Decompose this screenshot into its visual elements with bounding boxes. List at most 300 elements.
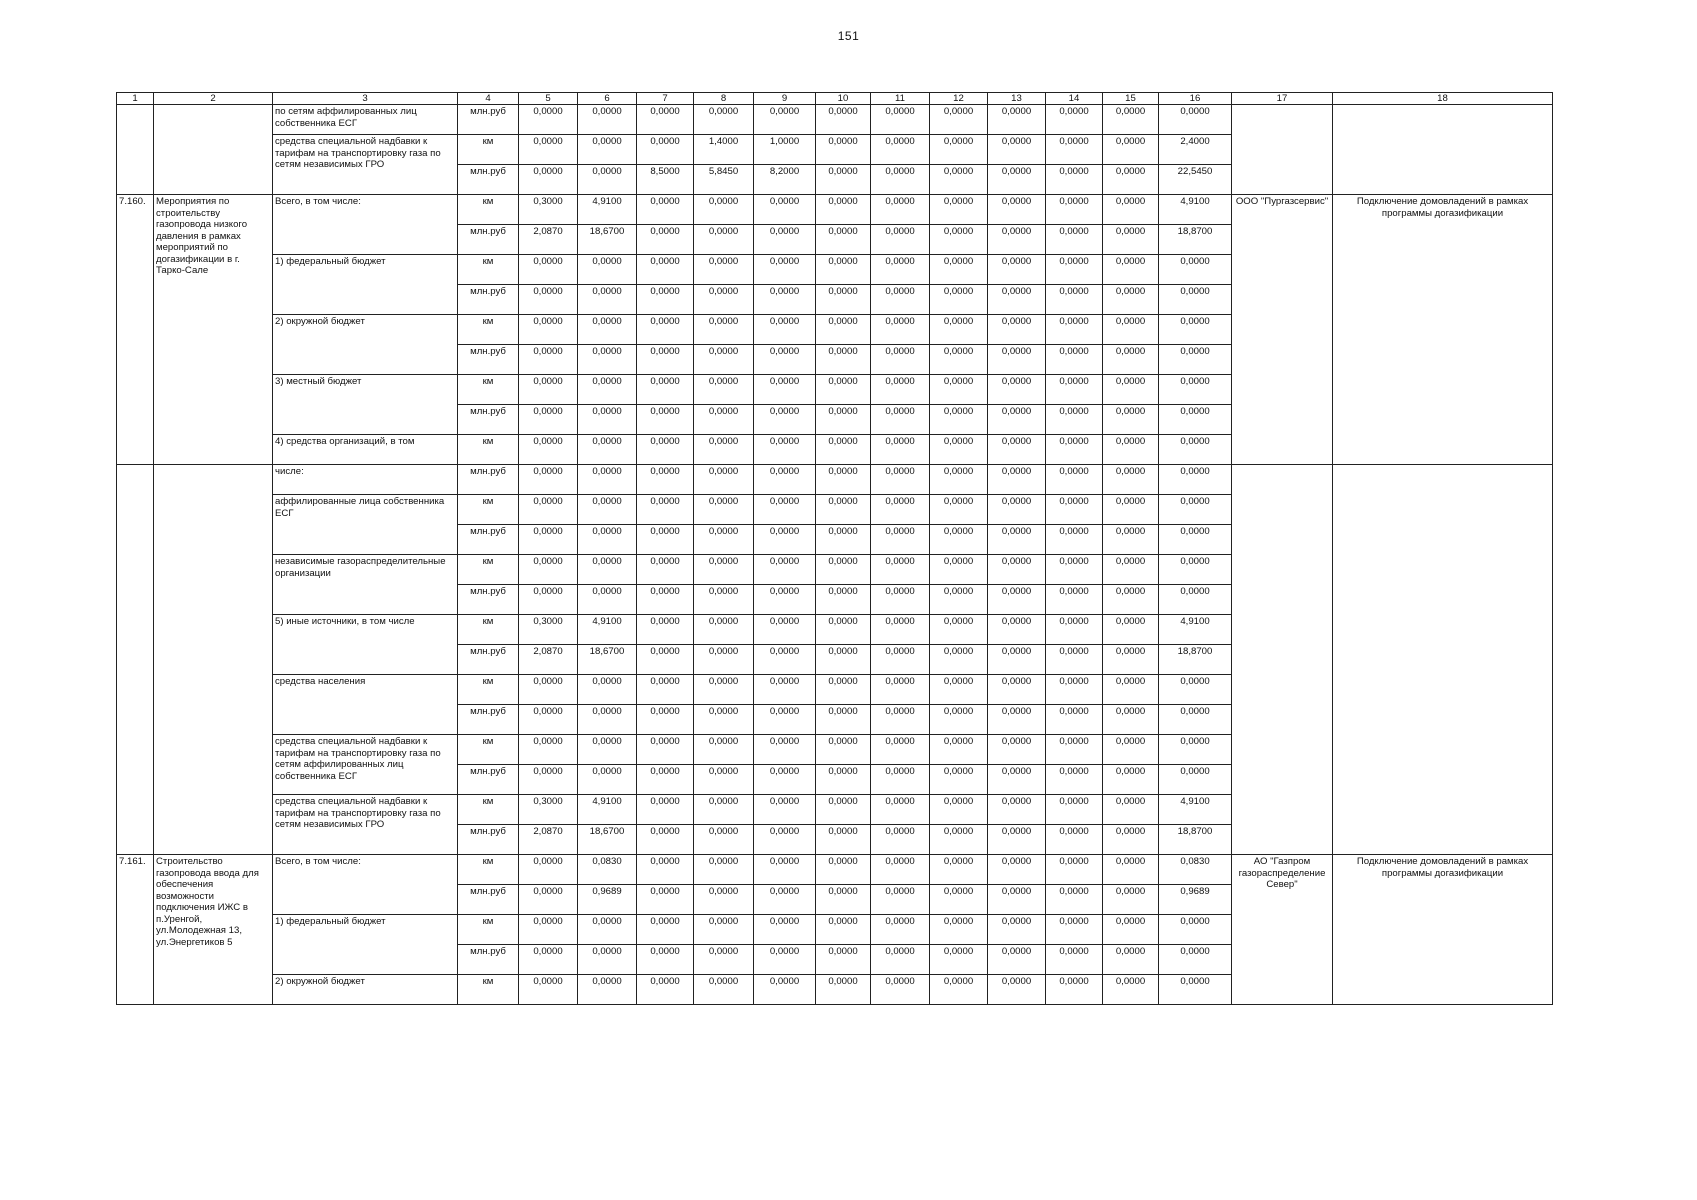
- value-cell: 0,0000: [930, 225, 988, 255]
- funding-source: Всего, в том числе:: [273, 195, 458, 255]
- value-cell: 0,0000: [871, 705, 930, 735]
- executor-cell: [1232, 105, 1333, 195]
- value-cell: 0,0000: [578, 525, 637, 555]
- unit-cell: км: [458, 375, 519, 405]
- value-cell: 0,0000: [1046, 615, 1103, 645]
- unit-cell: км: [458, 735, 519, 765]
- value-cell: 0,0000: [1159, 705, 1232, 735]
- value-cell: 0,0000: [930, 675, 988, 705]
- value-cell: 0,0000: [1103, 195, 1159, 225]
- value-cell: 0,0000: [816, 255, 871, 285]
- value-cell: 0,0000: [871, 855, 930, 885]
- purpose-cell: Подключение домовладений в рамках программы догазификации: [1333, 855, 1553, 1005]
- value-cell: 0,0000: [930, 855, 988, 885]
- value-cell: 0,3000: [519, 795, 578, 825]
- value-cell: 0,0000: [988, 135, 1046, 165]
- value-cell: 0,0000: [694, 705, 754, 735]
- unit-cell: км: [458, 555, 519, 585]
- value-cell: 8,2000: [754, 165, 816, 195]
- funding-source: средства населения: [273, 675, 458, 735]
- value-cell: 0,0000: [1103, 765, 1159, 795]
- value-cell: 0,0000: [988, 165, 1046, 195]
- value-cell: 0,0000: [519, 405, 578, 435]
- value-cell: 0,0000: [694, 345, 754, 375]
- value-cell: 0,0000: [871, 765, 930, 795]
- value-cell: 0,0000: [754, 585, 816, 615]
- value-cell: 0,0000: [816, 315, 871, 345]
- value-cell: 0,0000: [754, 615, 816, 645]
- value-cell: 0,0000: [637, 285, 694, 315]
- value-cell: 0,0000: [816, 345, 871, 375]
- value-cell: 0,0000: [1159, 315, 1232, 345]
- value-cell: 0,0000: [694, 285, 754, 315]
- value-cell: 0,0000: [1046, 975, 1103, 1005]
- value-cell: 0,0000: [694, 885, 754, 915]
- value-cell: 0,0000: [637, 795, 694, 825]
- value-cell: 8,5000: [637, 165, 694, 195]
- value-cell: 0,0000: [694, 945, 754, 975]
- value-cell: 0,0000: [519, 165, 578, 195]
- value-cell: 0,0000: [578, 555, 637, 585]
- value-cell: 0,0000: [816, 675, 871, 705]
- value-cell: 0,0000: [988, 795, 1046, 825]
- funding-source: средства специальной надбавки к тарифам на транспортировку газа по сетям аффилированных лиц собственника ЕСГ: [273, 735, 458, 795]
- value-cell: 0,0000: [871, 225, 930, 255]
- col-header: 10: [816, 93, 871, 105]
- value-cell: 0,0000: [871, 615, 930, 645]
- value-cell: 0,0000: [871, 645, 930, 675]
- value-cell: 0,0000: [930, 615, 988, 645]
- value-cell: 0,0000: [816, 855, 871, 885]
- value-cell: 0,0000: [1159, 465, 1232, 495]
- funding-source: по сетям аффилированных лиц собственника ЕСГ: [273, 105, 458, 135]
- item-name: [154, 465, 273, 855]
- value-cell: 0,0000: [1046, 495, 1103, 525]
- value-cell: 0,0000: [816, 765, 871, 795]
- value-cell: 0,0000: [816, 975, 871, 1005]
- value-cell: 0,0000: [1046, 315, 1103, 345]
- value-cell: 0,0000: [694, 735, 754, 765]
- col-header: 14: [1046, 93, 1103, 105]
- value-cell: 0,0000: [1103, 165, 1159, 195]
- value-cell: 0,0000: [694, 495, 754, 525]
- value-cell: 0,0000: [988, 405, 1046, 435]
- value-cell: 0,0000: [1046, 825, 1103, 855]
- unit-cell: км: [458, 615, 519, 645]
- unit-cell: млн.руб: [458, 345, 519, 375]
- value-cell: 0,0000: [1046, 885, 1103, 915]
- value-cell: 0,0000: [930, 105, 988, 135]
- value-cell: 0,0000: [816, 585, 871, 615]
- value-cell: 0,0000: [637, 465, 694, 495]
- value-cell: 0,0000: [816, 105, 871, 135]
- value-cell: 0,0000: [694, 315, 754, 345]
- value-cell: 0,0000: [871, 405, 930, 435]
- value-cell: 0,0000: [1103, 675, 1159, 705]
- value-cell: 0,0000: [754, 975, 816, 1005]
- value-cell: 0,0000: [637, 915, 694, 945]
- value-cell: 0,0000: [871, 315, 930, 345]
- value-cell: 0,0000: [871, 195, 930, 225]
- value-cell: 0,0000: [816, 885, 871, 915]
- value-cell: 4,9100: [578, 795, 637, 825]
- page-number: 151: [837, 29, 860, 43]
- value-cell: 0,0000: [578, 285, 637, 315]
- value-cell: 2,4000: [1159, 135, 1232, 165]
- value-cell: 0,0000: [871, 975, 930, 1005]
- value-cell: 0,0000: [637, 645, 694, 675]
- unit-cell: млн.руб: [458, 225, 519, 255]
- col-header: 4: [458, 93, 519, 105]
- value-cell: 0,0000: [930, 345, 988, 375]
- value-cell: 0,0000: [694, 825, 754, 855]
- value-cell: 0,0000: [930, 285, 988, 315]
- value-cell: 0,0000: [1046, 555, 1103, 585]
- value-cell: 0,0000: [1046, 915, 1103, 945]
- value-cell: 0,0000: [519, 945, 578, 975]
- unit-cell: км: [458, 855, 519, 885]
- value-cell: 2,0870: [519, 825, 578, 855]
- value-cell: 0,0000: [1046, 465, 1103, 495]
- value-cell: 0,0000: [871, 135, 930, 165]
- value-cell: 0,0000: [519, 885, 578, 915]
- value-cell: 0,0000: [871, 375, 930, 405]
- header-row: [117, 93, 1553, 105]
- value-cell: 0,0000: [1103, 525, 1159, 555]
- value-cell: 0,0000: [1159, 495, 1232, 525]
- funding-source: числе:: [273, 465, 458, 495]
- value-cell: 0,0000: [754, 915, 816, 945]
- unit-cell: км: [458, 915, 519, 945]
- unit-cell: млн.руб: [458, 285, 519, 315]
- executor-cell: [1232, 465, 1333, 855]
- value-cell: 0,0000: [694, 915, 754, 945]
- value-cell: 0,0000: [694, 435, 754, 465]
- value-cell: 0,0000: [1046, 585, 1103, 615]
- value-cell: 0,0000: [871, 495, 930, 525]
- value-cell: 0,0000: [988, 945, 1046, 975]
- col-header: 9: [754, 93, 816, 105]
- value-cell: 0,9689: [1159, 885, 1232, 915]
- value-cell: 0,0000: [519, 345, 578, 375]
- value-cell: 0,0000: [871, 165, 930, 195]
- value-cell: 0,0000: [1159, 735, 1232, 765]
- value-cell: 0,0000: [754, 825, 816, 855]
- value-cell: 0,0000: [1159, 585, 1232, 615]
- value-cell: 22,5450: [1159, 165, 1232, 195]
- value-cell: 0,0000: [637, 435, 694, 465]
- value-cell: 0,0000: [578, 915, 637, 945]
- unit-cell: км: [458, 975, 519, 1005]
- value-cell: 0,0000: [519, 705, 578, 735]
- value-cell: 0,0000: [1103, 135, 1159, 165]
- value-cell: 0,0000: [871, 285, 930, 315]
- value-cell: 0,0000: [871, 345, 930, 375]
- value-cell: 0,0000: [754, 855, 816, 885]
- value-cell: 0,0000: [988, 885, 1046, 915]
- value-cell: 0,0000: [578, 165, 637, 195]
- value-cell: 18,6700: [578, 825, 637, 855]
- value-cell: 0,0000: [1103, 495, 1159, 525]
- table-row: [117, 465, 1553, 495]
- value-cell: 0,0000: [816, 165, 871, 195]
- value-cell: 0,0000: [519, 465, 578, 495]
- value-cell: 0,0000: [816, 555, 871, 585]
- value-cell: 0,0000: [1046, 195, 1103, 225]
- value-cell: 0,0000: [988, 735, 1046, 765]
- value-cell: 0,0000: [871, 735, 930, 765]
- value-cell: 4,9100: [578, 615, 637, 645]
- value-cell: 0,0000: [694, 795, 754, 825]
- purpose-cell: Подключение домовладений в рамках программы догазификации: [1333, 195, 1553, 465]
- value-cell: 0,0000: [930, 315, 988, 345]
- value-cell: 0,0000: [519, 525, 578, 555]
- value-cell: 0,0000: [988, 315, 1046, 345]
- value-cell: 0,0000: [871, 525, 930, 555]
- unit-cell: млн.руб: [458, 165, 519, 195]
- value-cell: 0,0000: [930, 885, 988, 915]
- value-cell: 0,0000: [578, 345, 637, 375]
- value-cell: 0,0000: [578, 375, 637, 405]
- value-cell: 0,0000: [578, 975, 637, 1005]
- value-cell: 0,0000: [816, 795, 871, 825]
- value-cell: 0,0000: [694, 405, 754, 435]
- col-header: 15: [1103, 93, 1159, 105]
- value-cell: 0,0000: [930, 555, 988, 585]
- funding-source: 4) средства организаций, в том: [273, 435, 458, 465]
- value-cell: 0,0000: [871, 915, 930, 945]
- value-cell: 0,0000: [578, 435, 637, 465]
- col-header: 12: [930, 93, 988, 105]
- value-cell: 0,0000: [1103, 885, 1159, 915]
- unit-cell: км: [458, 135, 519, 165]
- item-name: [154, 105, 273, 195]
- value-cell: 0,0000: [816, 525, 871, 555]
- value-cell: 0,0000: [816, 735, 871, 765]
- value-cell: 0,0000: [637, 825, 694, 855]
- value-cell: 0,0000: [1103, 585, 1159, 615]
- value-cell: 0,0000: [578, 705, 637, 735]
- value-cell: 0,0000: [871, 825, 930, 855]
- value-cell: 0,0000: [694, 525, 754, 555]
- value-cell: 0,0000: [1103, 975, 1159, 1005]
- value-cell: 0,0000: [637, 495, 694, 525]
- value-cell: 0,0000: [754, 225, 816, 255]
- value-cell: 0,0000: [1103, 315, 1159, 345]
- value-cell: 0,9689: [578, 885, 637, 915]
- value-cell: 0,0000: [578, 255, 637, 285]
- value-cell: 0,0000: [930, 645, 988, 675]
- item-name: Строительство газопровода ввода для обеспечения возможности подключения ИЖС в п.Уренгой, ул.Молодежная 13, ул.Энергетиков 5: [154, 855, 273, 1005]
- value-cell: 0,0000: [1103, 645, 1159, 675]
- unit-cell: км: [458, 195, 519, 225]
- value-cell: 0,0000: [637, 105, 694, 135]
- value-cell: 0,0000: [816, 945, 871, 975]
- funding-source: средства специальной надбавки к тарифам на транспортировку газа по сетям независимых ГРО: [273, 795, 458, 855]
- value-cell: 0,0000: [754, 675, 816, 705]
- value-cell: 0,0000: [988, 375, 1046, 405]
- value-cell: 4,9100: [1159, 195, 1232, 225]
- value-cell: 0,0000: [754, 435, 816, 465]
- value-cell: 1,0000: [754, 135, 816, 165]
- value-cell: 0,0000: [694, 765, 754, 795]
- value-cell: 0,0000: [1046, 165, 1103, 195]
- value-cell: 0,0000: [519, 495, 578, 525]
- value-cell: 0,0000: [694, 195, 754, 225]
- unit-cell: млн.руб: [458, 405, 519, 435]
- value-cell: 0,0000: [871, 105, 930, 135]
- table-row: [117, 105, 1553, 135]
- value-cell: 0,0000: [930, 585, 988, 615]
- value-cell: 0,0000: [1159, 255, 1232, 285]
- value-cell: 0,0000: [1046, 525, 1103, 555]
- value-cell: 0,0000: [637, 945, 694, 975]
- value-cell: 4,9100: [1159, 795, 1232, 825]
- value-cell: 0,0000: [1046, 435, 1103, 465]
- value-cell: 0,0000: [988, 705, 1046, 735]
- value-cell: 0,0000: [519, 285, 578, 315]
- value-cell: 0,0000: [754, 795, 816, 825]
- value-cell: 0,0000: [1046, 765, 1103, 795]
- value-cell: 0,0000: [930, 195, 988, 225]
- value-cell: 0,0000: [1159, 375, 1232, 405]
- value-cell: 0,0000: [637, 675, 694, 705]
- value-cell: 2,0870: [519, 645, 578, 675]
- value-cell: 0,0000: [1103, 555, 1159, 585]
- unit-cell: млн.руб: [458, 525, 519, 555]
- value-cell: 0,0000: [988, 525, 1046, 555]
- funding-source: 2) окружной бюджет: [273, 315, 458, 375]
- col-header: 11: [871, 93, 930, 105]
- funding-source: независимые газораспределительные организации: [273, 555, 458, 615]
- unit-cell: млн.руб: [458, 705, 519, 735]
- unit-cell: млн.руб: [458, 585, 519, 615]
- funding-source: аффилированные лица собственника ЕСГ: [273, 495, 458, 555]
- value-cell: 0,0000: [930, 375, 988, 405]
- value-cell: 0,0000: [754, 525, 816, 555]
- value-cell: 0,0000: [694, 465, 754, 495]
- value-cell: 0,0000: [1159, 555, 1232, 585]
- col-header: 5: [519, 93, 578, 105]
- value-cell: 0,0000: [694, 375, 754, 405]
- value-cell: 0,0000: [988, 855, 1046, 885]
- value-cell: 0,0000: [930, 135, 988, 165]
- value-cell: 0,0000: [930, 765, 988, 795]
- value-cell: 0,0000: [816, 615, 871, 645]
- value-cell: 0,0000: [930, 165, 988, 195]
- value-cell: 0,0000: [1046, 855, 1103, 885]
- value-cell: 0,0000: [754, 375, 816, 405]
- value-cell: 0,0000: [988, 225, 1046, 255]
- value-cell: 0,0000: [754, 195, 816, 225]
- item-number: 7.160.: [117, 195, 154, 465]
- value-cell: 0,0000: [930, 705, 988, 735]
- value-cell: 0,0000: [1103, 945, 1159, 975]
- unit-cell: млн.руб: [458, 105, 519, 135]
- value-cell: 0,0000: [694, 645, 754, 675]
- value-cell: 0,0000: [694, 975, 754, 1005]
- value-cell: 0,0000: [694, 225, 754, 255]
- value-cell: 0,0000: [1159, 525, 1232, 555]
- value-cell: 0,0000: [930, 795, 988, 825]
- col-header: 3: [273, 93, 458, 105]
- value-cell: 18,8700: [1159, 645, 1232, 675]
- value-cell: 0,0000: [694, 585, 754, 615]
- value-cell: 0,0000: [1159, 945, 1232, 975]
- value-cell: 0,0000: [637, 375, 694, 405]
- item-number: [117, 465, 154, 855]
- col-header: 2: [154, 93, 273, 105]
- funding-source: 1) федеральный бюджет: [273, 255, 458, 315]
- value-cell: 0,0000: [637, 735, 694, 765]
- value-cell: 0,0000: [871, 255, 930, 285]
- table-row: [117, 855, 1553, 885]
- value-cell: 0,0000: [988, 345, 1046, 375]
- col-header: 17: [1232, 93, 1333, 105]
- unit-cell: млн.руб: [458, 885, 519, 915]
- value-cell: 0,0000: [754, 705, 816, 735]
- value-cell: 0,0000: [637, 615, 694, 645]
- value-cell: 4,9100: [1159, 615, 1232, 645]
- value-cell: 0,0000: [1046, 255, 1103, 285]
- value-cell: 0,0000: [988, 255, 1046, 285]
- value-cell: 4,9100: [578, 195, 637, 225]
- value-cell: 0,0000: [694, 855, 754, 885]
- value-cell: 0,0000: [988, 285, 1046, 315]
- value-cell: 0,0000: [988, 765, 1046, 795]
- funding-source: Всего, в том числе:: [273, 855, 458, 915]
- value-cell: 0,0000: [1103, 345, 1159, 375]
- funding-source: 2) окружной бюджет: [273, 975, 458, 1005]
- value-cell: 0,0000: [930, 945, 988, 975]
- value-cell: 0,0000: [519, 915, 578, 945]
- value-cell: 0,0000: [519, 105, 578, 135]
- value-cell: 0,0000: [1103, 375, 1159, 405]
- value-cell: 0,0000: [754, 405, 816, 435]
- value-cell: 0,0000: [871, 585, 930, 615]
- value-cell: 0,0000: [871, 795, 930, 825]
- value-cell: 0,0000: [930, 495, 988, 525]
- value-cell: 0,0000: [988, 615, 1046, 645]
- value-cell: 0,0000: [578, 405, 637, 435]
- value-cell: 0,0000: [1103, 795, 1159, 825]
- value-cell: 0,0000: [1046, 705, 1103, 735]
- col-header: 7: [637, 93, 694, 105]
- value-cell: 0,0000: [637, 525, 694, 555]
- value-cell: 0,0000: [1103, 225, 1159, 255]
- value-cell: 0,0000: [1103, 105, 1159, 135]
- value-cell: 0,0000: [754, 555, 816, 585]
- value-cell: 0,0000: [637, 555, 694, 585]
- value-cell: 0,0000: [1103, 465, 1159, 495]
- value-cell: 0,0000: [1046, 375, 1103, 405]
- value-cell: 5,8450: [694, 165, 754, 195]
- value-cell: 0,0000: [988, 675, 1046, 705]
- value-cell: 0,0000: [637, 195, 694, 225]
- value-cell: 0,3000: [519, 195, 578, 225]
- value-cell: 0,0000: [1046, 285, 1103, 315]
- unit-cell: км: [458, 495, 519, 525]
- value-cell: 0,0000: [930, 825, 988, 855]
- value-cell: 0,0000: [578, 495, 637, 525]
- value-cell: 0,0000: [930, 915, 988, 945]
- value-cell: 0,0000: [1103, 405, 1159, 435]
- value-cell: 0,0000: [1103, 705, 1159, 735]
- value-cell: 0,0000: [816, 225, 871, 255]
- funding-source: 5) иные источники, в том числе: [273, 615, 458, 675]
- value-cell: 0,0000: [754, 645, 816, 675]
- value-cell: 0,0000: [578, 675, 637, 705]
